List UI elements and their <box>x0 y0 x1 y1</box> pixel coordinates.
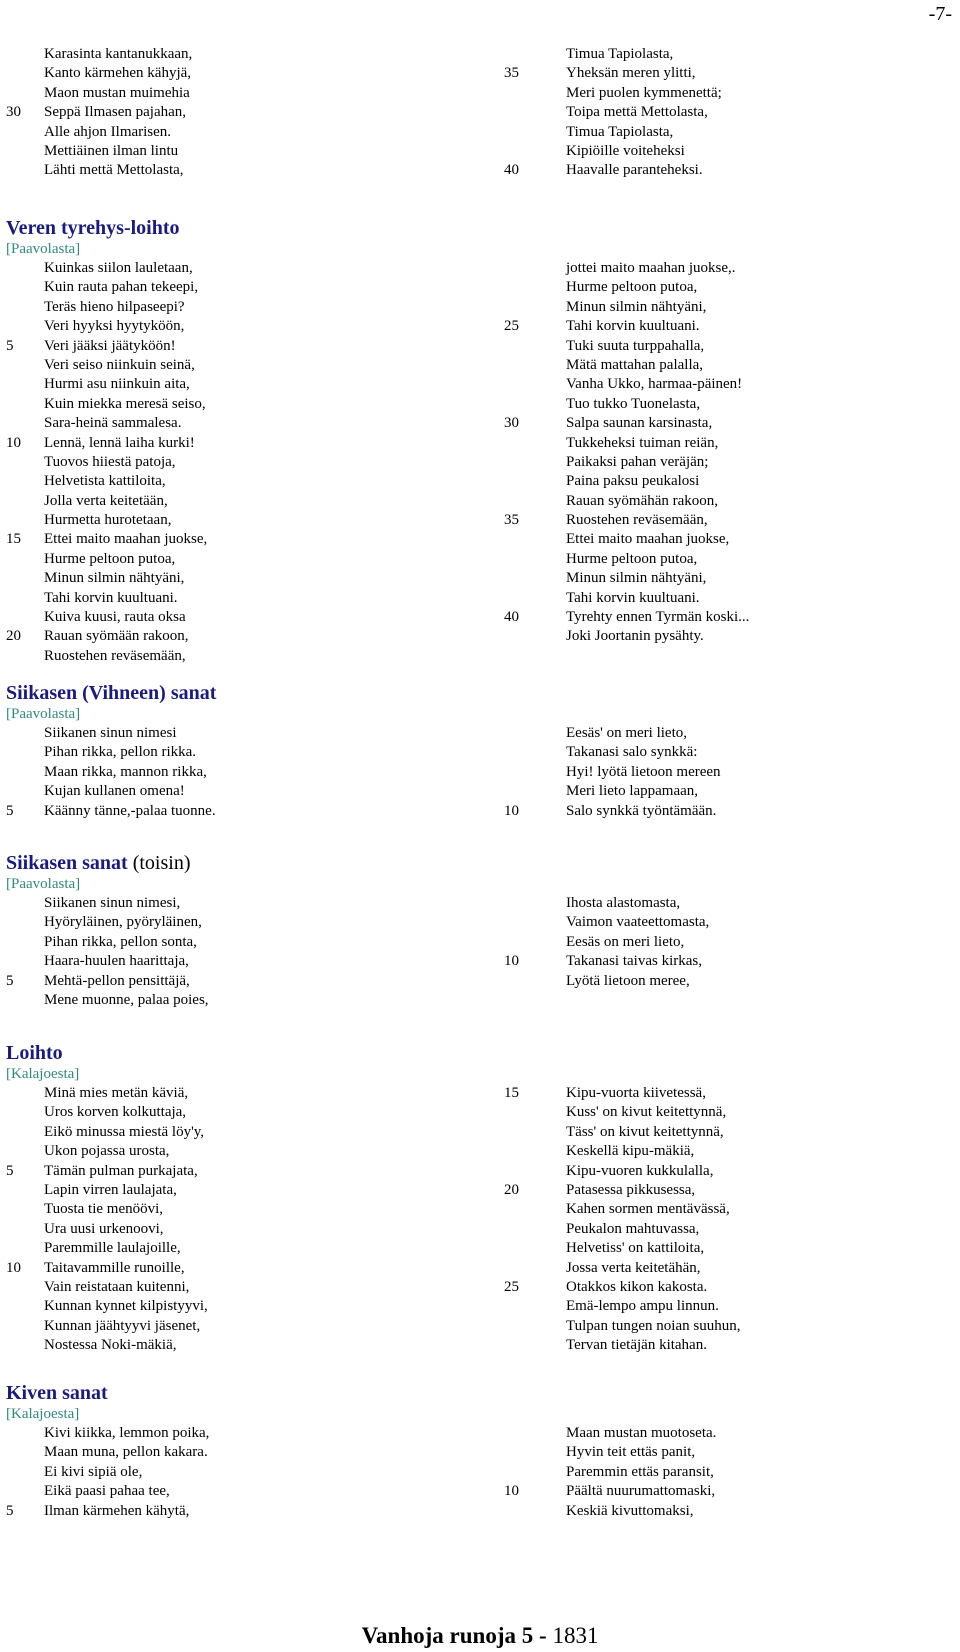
verse-text: Eikä paasi pahaa tee, <box>44 1483 170 1500</box>
verse-text: Maan rikka, mannon rikka, <box>44 763 207 780</box>
poem-source: [Paavolasta] <box>6 876 81 892</box>
verse-text: Tahi korvin kuultuani. <box>44 589 178 606</box>
verse-text: Paremmin ettäs paransit, <box>566 1463 714 1480</box>
verse-text: Minun silmin nähtyäni, <box>566 570 707 587</box>
verse-text: Eikö minussa miestä löy'y, <box>44 1123 205 1140</box>
poem-title-text: Veren tyrehys-loihto <box>6 217 180 239</box>
verse-text: Täss' on kivut keitettynnä, <box>566 1123 724 1140</box>
verse-text: Hurme peltoon putoa, <box>566 550 698 567</box>
verse-text: Päältä nuurumattomaski, <box>566 1483 716 1500</box>
verse-text: Paina paksu peukalosi <box>566 473 700 490</box>
verse-text: Ilman kärmehen kähytä, <box>44 1502 190 1519</box>
verse-text: Rauan syömähän rakoon, <box>566 492 719 509</box>
verse-text: Rauan syömään rakoon, <box>44 628 189 645</box>
poem-title <box>6 851 191 875</box>
verse-text: Meri puolen kymmenettä; <box>566 84 722 101</box>
line-number: 40 <box>504 609 519 626</box>
poem-source: [Kalajoesta] <box>6 1066 80 1082</box>
verse-text: Kipiöille voiteheksi <box>566 142 685 159</box>
verse-text: Paikaksi pahan veräjän; <box>566 453 709 470</box>
verse-text: Kuin rauta pahan tekeepi, <box>44 279 199 296</box>
verse-text: Hurme peltoon putoa, <box>566 279 698 296</box>
poem-title-text: Loihto <box>6 1042 63 1064</box>
verse-text: Paremmille laulajoille, <box>44 1240 181 1257</box>
verse-text: Ettei maito maahan juokse, <box>44 531 208 548</box>
verse-text: Veri jääksi jäätyköön! <box>44 337 176 354</box>
verse-text: Ihosta alastomasta, <box>566 895 681 911</box>
verse-text: Mene muonne, palaa poies, <box>44 991 209 1008</box>
verse-text: Tuo tukko Tuonelasta, <box>566 395 701 412</box>
line-number: 40 <box>504 162 519 179</box>
verse-text: Kujan kullanen omena! <box>44 783 185 800</box>
verse-text: Ura uusi urkenoovi, <box>44 1220 164 1237</box>
verse-text: Teräs hieno hilpaseepi? <box>44 298 185 315</box>
verse-text: Salo synkkä työntämään. <box>566 802 717 819</box>
verse-text: Timua Tapiolasta, <box>566 46 674 62</box>
verse-text: Hyöryläinen, pyöryläinen, <box>44 914 202 931</box>
verse-text: Pihan rikka, pellon rikka. <box>44 744 197 761</box>
page-number-link[interactable]: -7- <box>928 3 952 25</box>
verse-text: Joki Joortanin pysähty. <box>566 628 704 645</box>
verse-text: Kahen sormen mentävässä, <box>566 1201 730 1218</box>
poem-source: [Paavolasta] <box>6 241 81 257</box>
verse-text: Veri seiso niinkuin seinä, <box>44 356 195 373</box>
verse-text: Minä mies metän käviä, <box>44 1085 189 1101</box>
verse-text: Tuki suuta turppahalla, <box>566 337 705 354</box>
verse-text: Käänny tänne,-palaa tuonne. <box>44 802 216 819</box>
verse-text: Vaimon vaateettomasta, <box>566 914 710 931</box>
poem-title-text: Siikasen (Vihneen) sanat <box>6 682 217 704</box>
poem-title <box>6 1041 63 1065</box>
verse-text: Hurme peltoon putoa, <box>44 550 176 567</box>
verse-text: Helvetiss' on kattiloita, <box>566 1240 705 1257</box>
verse-text: Kunnan kynnet kilpistyyvi, <box>44 1298 208 1315</box>
line-number: 10 <box>504 1483 519 1500</box>
poem-source: [Kalajoesta] <box>6 1406 80 1422</box>
line-number: 20 <box>504 1181 519 1198</box>
verse-text: Vanha Ukko, harmaa-päinen! <box>566 376 743 393</box>
verse-text: Patasessa pikkusessa, <box>566 1181 696 1198</box>
verse-text: Yheksän meren ylitti, <box>566 65 696 82</box>
verse-text: Tuosta tie menöövi, <box>44 1201 164 1218</box>
verse-text: Peukalon mahtuvassa, <box>566 1220 700 1237</box>
verse-text: Takanasi salo synkkä: <box>566 744 698 761</box>
verse-text: Toipa mettä Mettolasta, <box>566 104 708 121</box>
verse-text: Maan mustan muotoseta. <box>566 1425 717 1441</box>
poem-title-text: Kiven sanat <box>6 1382 108 1404</box>
line-number: 15 <box>504 1085 519 1101</box>
footer <box>0 1622 960 1650</box>
line-number: 30 <box>6 104 21 121</box>
verse-text: Hyi! lyötä lietoon mereen <box>566 763 721 780</box>
verse-text: Tervan tietäjän kitahan. <box>566 1337 707 1354</box>
verse-text: Vain reistataan kuitenni, <box>44 1278 190 1295</box>
verse-text: Kipu-vuoren kukkulalla, <box>566 1162 714 1179</box>
line-number: 10 <box>504 802 519 819</box>
poem-title-text: Siikasen sanat <box>6 852 128 874</box>
verse-text: Tuovos hiiestä patoja, <box>44 453 176 470</box>
verse-text: Hurmi asu niinkuin aita, <box>44 376 190 393</box>
poem-title <box>6 681 216 705</box>
verse-text: Jolla verta keitetään, <box>44 492 168 509</box>
verse-text: Jossa verta keitetähän, <box>566 1259 701 1276</box>
verse-text: Salpa saunan karsinasta, <box>566 415 713 432</box>
line-number: 5 <box>6 972 14 989</box>
line-number: 5 <box>6 337 14 354</box>
verse-text: Haavalle paranteheksi. <box>566 162 703 179</box>
verse-text: Sara-heinä sammalesa. <box>44 415 182 432</box>
verse-text: Kanto kärmehen kähyjä, <box>44 65 192 82</box>
verse-text: Mehtä-pellon pensittäjä, <box>44 972 190 989</box>
verse-text: Kuss' on kivut keitettynnä, <box>566 1104 727 1121</box>
line-number: 25 <box>504 318 519 335</box>
verse-text: Mettiäinen ilman lintu <box>44 142 179 159</box>
line-number: 35 <box>504 512 519 529</box>
line-number: 5 <box>6 1162 14 1179</box>
verse-text: Helvetista kattiloita, <box>44 473 166 490</box>
verse-text: Seppä Ilmasen pajahan, <box>44 104 187 121</box>
verse-text: Lyötä lietoon meree, <box>566 972 690 989</box>
verse-text: Tulpan tungen noian suuhun, <box>566 1317 741 1334</box>
verse-text: Kuiva kuusi, rauta oksa <box>44 609 186 626</box>
verse-text: Keskiä kivuttomaksi, <box>566 1502 694 1519</box>
verse-text: Kivi kiikka, lemmon poika, <box>44 1425 210 1441</box>
verse-text: Tukkeheksi tuiman reiän, <box>566 434 719 451</box>
poem-title <box>6 216 180 240</box>
verse-text: Alle ahjon Ilmarisen. <box>44 123 172 140</box>
verse-text: Eesäs on meri lieto, <box>566 933 685 950</box>
verse-text: Meri lieto lappamaan, <box>566 783 699 800</box>
footer-year: 1831 <box>552 1623 599 1648</box>
verse-text: Emä-lempo ampu linnun. <box>566 1298 719 1315</box>
verse-text: Nostessa Noki-mäkiä, <box>44 1337 177 1354</box>
poem-title <box>6 1381 108 1405</box>
verse-text: Uros korven kolkuttaja, <box>44 1104 187 1121</box>
verse-text: Veri hyyksi hyytyköön, <box>44 318 185 335</box>
verse-text: Ruostehen reväsemään, <box>44 647 186 664</box>
verse-text: Ettei maito maahan juokse, <box>566 531 730 548</box>
footer-title: Vanhoja runoja 5 <box>361 1623 534 1648</box>
verse-text: Takanasi taivas kirkas, <box>566 953 702 970</box>
verse-text: Siikanen sinun nimesi, <box>44 895 181 911</box>
verse-text: Minun silmin nähtyäni, <box>44 570 185 587</box>
verse-text: Mätä mattahan palalla, <box>566 356 704 373</box>
page-number[interactable] <box>929 2 952 26</box>
footer-separator: - <box>533 1623 553 1648</box>
verse-text: Kuin miekka meresä seiso, <box>44 395 206 412</box>
verse-text: Eesäs' on meri lieto, <box>566 725 688 741</box>
verse-text: Haara-huulen haarittaja, <box>44 953 189 970</box>
verse-text: jottei maito maahan juokse,. <box>566 260 736 276</box>
verse-text: Keskellä kipu-mäkiä, <box>566 1143 695 1160</box>
verse-text: Lennä, lennä laiha kurki! <box>44 434 195 451</box>
verse-text: Kuinkas siilon lauletaan, <box>44 260 193 276</box>
verse-text: Kipu-vuorta kiivetessä, <box>566 1085 706 1101</box>
line-number: 25 <box>504 1278 519 1295</box>
line-number: 10 <box>504 953 519 970</box>
verse-text: Ei kivi sipiä ole, <box>44 1463 143 1480</box>
verse-text: Hurmetta hurotetaan, <box>44 512 172 529</box>
poem-source: [Paavolasta] <box>6 706 81 722</box>
verse-text: Ukon pojassa urosta, <box>44 1143 170 1160</box>
verse-text: Tahi korvin kuultuani. <box>566 589 700 606</box>
verse-text: Maan muna, pellon kakara. <box>44 1444 208 1461</box>
line-number: 35 <box>504 65 519 82</box>
verse-text: Kunnan jäähtyyvi jäsenet, <box>44 1317 201 1334</box>
verse-text: Tämän pulman purkajata, <box>44 1162 198 1179</box>
verse-text: Timua Tapiolasta, <box>566 123 674 140</box>
line-number: 5 <box>6 802 14 819</box>
line-number: 10 <box>6 1259 21 1276</box>
line-number: 5 <box>6 1502 14 1519</box>
verse-text: Siikanen sinun nimesi <box>44 725 177 741</box>
verse-text: Tahi korvin kuultuani. <box>566 318 700 335</box>
verse-text: Lapin virren laulajata, <box>44 1181 177 1198</box>
line-number: 30 <box>504 415 519 432</box>
verse-text: Karasinta kantanukkaan, <box>44 46 193 62</box>
verse-text: Ruostehen reväsemään, <box>566 512 708 529</box>
line-number: 20 <box>6 628 21 645</box>
verse-text: Taitavammille runoille, <box>44 1259 185 1276</box>
verse-text: Tyrehty ennen Tyrmän koski... <box>566 609 750 626</box>
line-number: 10 <box>6 434 21 451</box>
verse-text: Minun silmin nähtyäni, <box>566 298 707 315</box>
poem-title-suffix: (toisin) <box>127 852 191 874</box>
verse-text: Pihan rikka, pellon sonta, <box>44 933 197 950</box>
verse-text: Lähti mettä Mettolasta, <box>44 162 184 179</box>
verse-text: Otakkos kikon kakosta. <box>566 1278 708 1295</box>
verse-text: Maon mustan muimehia <box>44 84 190 101</box>
line-number: 15 <box>6 531 21 548</box>
verse-text: Hyvin teit ettäs panit, <box>566 1444 696 1461</box>
